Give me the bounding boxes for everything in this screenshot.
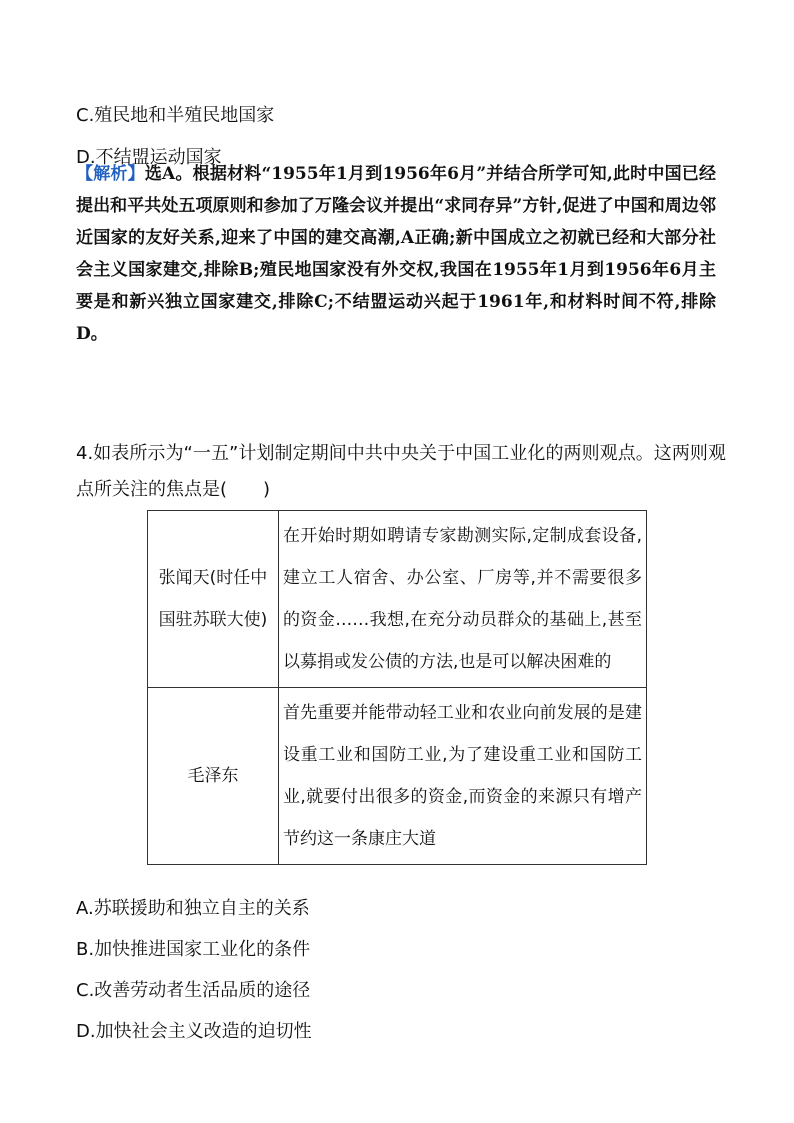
option-d-previous: D.不结盟运动国家	[76, 147, 222, 168]
view-cell: 首先重要并能带动轻工业和农业向前发展的是建设重工业和国防工业,为了建设重工业和国防工业,就要付出很多的资金,而资金的来源只有增产节约这一条康庄大道	[279, 688, 647, 865]
view-cell: 在开始时期如聘请专家勘测实际,定制成套设备,建立工人宿舍、办公室、厂房等,并不需要很多的资金……我想,在充分动员群众的基础上,甚至以募捐或发公债的方法,也是可以解决困难的	[279, 511, 647, 688]
question-stem: 4.如表所示为“一五”计划制定期间中共中央关于中国工业化的两则观点。这两则观点所关注的焦点是( )	[76, 443, 726, 500]
analysis-paragraph	[76, 158, 716, 350]
analysis-text: 选A。根据材料“1955年1月到1956年6月”并结合所学可知,此时中国已经提出和平共处五项原则和参加了万隆会议并提出“求同存异”方针,促进了中国和周边邻近国家的友好关系,迎来了中国的建交高潮,A正确;新中国成立之初就已经和大部分社会主义国家建交,排除B;殖民地国家没有外交权,我国在1955年1月到1956年6月主要是和新兴独立国家建交,排除C;不结盟运动兴起于1961年,和材料时间不符,排除D。	[76, 164, 717, 344]
analysis-tag: 【解析】	[76, 164, 145, 184]
option-d[interactable]: D.加快社会主义改造的迫切性	[76, 1021, 312, 1042]
option-c-previous: C.殖民地和半殖民地国家	[76, 105, 275, 126]
option-b[interactable]: B.加快推进国家工业化的条件	[76, 939, 311, 960]
person-cell: 张闻天(时任中国驻苏联大使)	[148, 511, 279, 688]
option-a[interactable]: A.苏联援助和独立自主的关系	[76, 898, 310, 919]
option-c[interactable]: C.改善劳动者生活品质的途径	[76, 980, 311, 1001]
table-row	[148, 511, 647, 688]
table-row	[148, 688, 647, 865]
person-cell: 毛泽东	[148, 688, 279, 865]
views-table	[147, 510, 647, 865]
